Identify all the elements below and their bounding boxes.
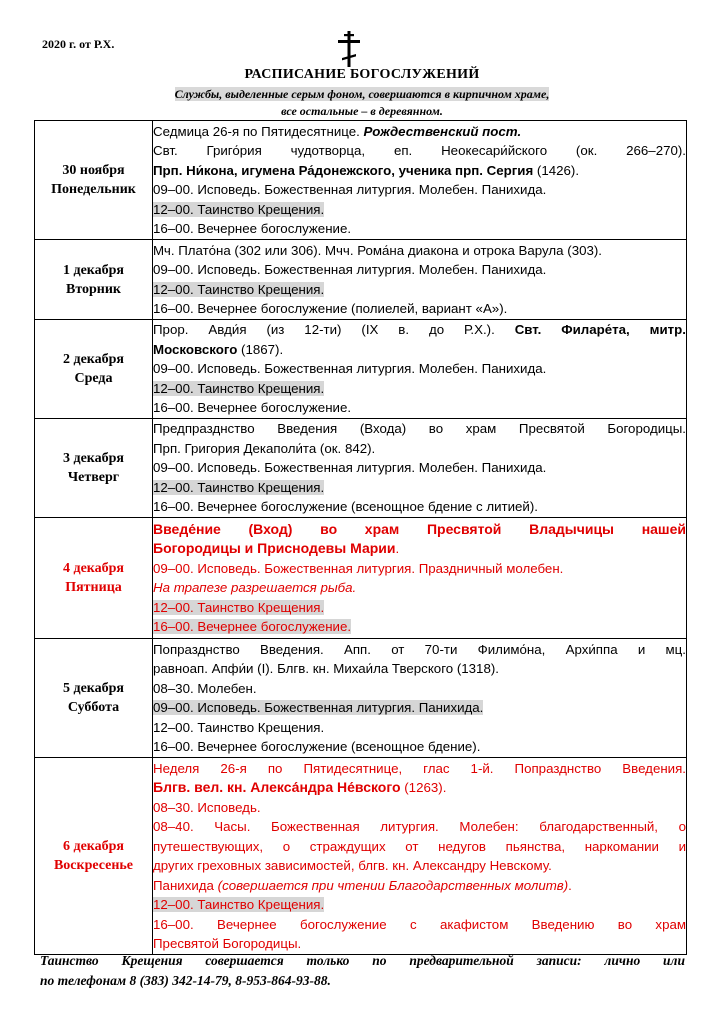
date-cell — [35, 320, 153, 419]
weekday-label: Воскресенье — [53, 858, 134, 873]
commemoration-line: Прп. Григория Декаполи́та (ок. 842). — [153, 440, 376, 456]
service-line: 09–00. Исповедь. Божественная литургия. Панихида. — [153, 700, 484, 715]
schedule-row — [35, 518, 687, 639]
services-cell — [153, 320, 687, 419]
service-line: 09–00. Исповедь. Божественная литургия. Молебен. Панихида. — [153, 182, 547, 197]
subtitle-line-2: все остальные – в деревянном. — [281, 104, 443, 118]
feast-title-line: Богородицы и Приснодевы Марии. — [153, 540, 400, 556]
date-cell — [35, 419, 153, 518]
weekday-label: Среда — [74, 371, 113, 386]
service-line: 12–00. Таинство Крещения. — [153, 897, 325, 912]
service-line: 08–40. Часы. Божественная литургия. Молебен: благодарственный, о — [153, 819, 686, 834]
service-line: 16–00. Вечернее богослужение. — [153, 400, 352, 416]
service-line: 09–00. Исповедь. Божественная литургия. Праздничный молебен. — [153, 560, 564, 576]
date-cell — [35, 639, 153, 758]
commemoration-line: Прп. Ни́кона, игумена Ра́донежского, ученика прп. Сергия (1426). — [153, 162, 580, 178]
weekday-label: Понедельник — [51, 182, 136, 197]
date-cell — [35, 240, 153, 320]
page-title: РАСПИСАНИЕ БОГОСЛУЖЕНИЙ — [244, 67, 480, 82]
services-cell — [153, 240, 687, 320]
commemoration-line: Московского (1867). — [153, 341, 284, 357]
date-label: 6 декабря — [62, 839, 124, 854]
weekday-label: Суббота — [67, 700, 120, 715]
subtitle-line-1: Службы, выделенные серым фоном, совершаются в кирпичном храме, — [174, 87, 550, 101]
services-cell — [153, 121, 687, 240]
service-line: 12–00. Таинство Крещения. — [153, 599, 325, 615]
services-cell — [153, 639, 687, 758]
commemoration-line: Седмица 26-я по Пятидесятнице. Рождественский пост. — [153, 123, 522, 139]
weekday-label: Четверг — [67, 470, 120, 485]
date-label: 2 декабря — [62, 352, 124, 367]
commemoration-line: Предпразднство Введения (Входа) во храм Пресвятой Богородицы. — [153, 421, 686, 437]
services-cell — [153, 419, 687, 518]
weekday-label: Пятница — [65, 580, 122, 595]
service-line: путешествующих, о страждущих от недугов пьянства, наркомании и — [153, 838, 686, 854]
date-cell — [35, 121, 153, 240]
schedule-row — [35, 121, 687, 240]
date-label: 1 декабря — [62, 262, 124, 278]
date-label: 3 декабря — [62, 451, 124, 466]
orthodox-cross-icon — [333, 30, 365, 68]
service-line: 12–00. Таинство Крещения. — [153, 479, 325, 495]
services-cell — [153, 518, 687, 639]
service-line: Панихида (совершается при чтении Благодарственных молитв). — [153, 877, 572, 893]
commemoration-line: Мч. Плато́на (302 или 306). Мчч. Рома́на диакона и отрока Варула (303). — [153, 242, 602, 258]
date-label: 30 ноября — [62, 163, 125, 178]
commemoration-line: Блгв. вел. кн. Алекса́ндра Не́вского (1263). — [153, 779, 447, 795]
commemoration-line: Попразднство Введения. Апп. от 70-ти Филимо́на, Архи́ппа и мц. — [153, 641, 686, 657]
commemoration-line: Свт. Григо́рия чудотворца, еп. Неокесари́йского (ок. 266–270). — [153, 143, 686, 158]
service-line: 12–00. Таинство Крещения. — [153, 201, 325, 217]
weekday-label: Вторник — [65, 281, 121, 297]
service-line: 16–00. Вечернее богослужение (всенощное бдение). — [153, 739, 481, 754]
service-line: 12–00. Таинство Крещения. — [153, 281, 325, 297]
date-label: 4 декабря — [62, 561, 124, 576]
service-line: других греховных зависимостей, блгв. кн. Александру Невскому. — [153, 858, 552, 873]
baptism-note — [40, 951, 685, 991]
contact-phones: по телефонам 8 (383) 342-14-79, 8-953-864-93-88. — [40, 973, 331, 988]
service-line: 16–00. Вечернее богослужение (полиелей, вариант «А»). — [153, 301, 508, 316]
date-cell — [35, 758, 153, 955]
service-line: 16–00. Вечернее богослужение с акафистом Введению во храм — [153, 916, 686, 932]
service-line: 16–00. Вечернее богослужение (всенощное бдение с литией). — [153, 499, 538, 515]
fasting-note: На трапезе разрешается рыба. — [153, 580, 357, 595]
service-line: 08–30. Молебен. — [153, 680, 257, 696]
service-line: 16–00. Вечернее богослужение. — [153, 221, 352, 236]
service-line: 09–00. Исповедь. Божественная литургия. Молебен. Панихида. — [153, 361, 547, 377]
services-cell — [153, 758, 687, 955]
baptism-note-line-1: Таинство Крещения совершается только по предварительной записи: лично или — [40, 953, 685, 968]
date-label: 5 декабря — [62, 681, 124, 696]
service-line: 12–00. Таинство Крещения. — [153, 719, 325, 735]
schedule-table — [34, 120, 687, 955]
feast-title-line: Введе́ние (Вход) во храм Пресвятой Владычицы нашей — [153, 520, 686, 537]
service-line: 08–30. Исповедь. — [153, 799, 261, 815]
service-line: 09–00. Исповедь. Божественная литургия. Молебен. Панихида. — [153, 460, 547, 476]
schedule-row — [35, 758, 687, 955]
commemoration-line: Неделя 26-я по Пятидесятнице, глас 1-й. Попразднство Введения. — [153, 760, 686, 776]
year-label: 2020 г. от Р.Х. — [42, 37, 115, 51]
service-line: Пресвятой Богородицы. — [153, 936, 302, 951]
schedule-row — [35, 240, 687, 320]
service-line: 12–00. Таинство Крещения. — [153, 380, 325, 396]
commemoration-line: равноап. Апфи́и (I). Блгв. кн. Михаи́ла Тверского (1318). — [153, 661, 499, 676]
schedule-row — [35, 320, 687, 419]
service-line: 16–00. Вечернее богослужение. — [153, 619, 352, 634]
service-line: 09–00. Исповедь. Божественная литургия. Молебен. Панихида. — [153, 262, 547, 277]
date-cell — [35, 518, 153, 639]
schedule-row — [35, 419, 687, 518]
schedule-row — [35, 639, 687, 758]
commemoration-line: Прор. Авди́я (из 12-ти) (IX в. до Р.Х.). Свт. Филаре́та, митр. — [153, 322, 686, 338]
